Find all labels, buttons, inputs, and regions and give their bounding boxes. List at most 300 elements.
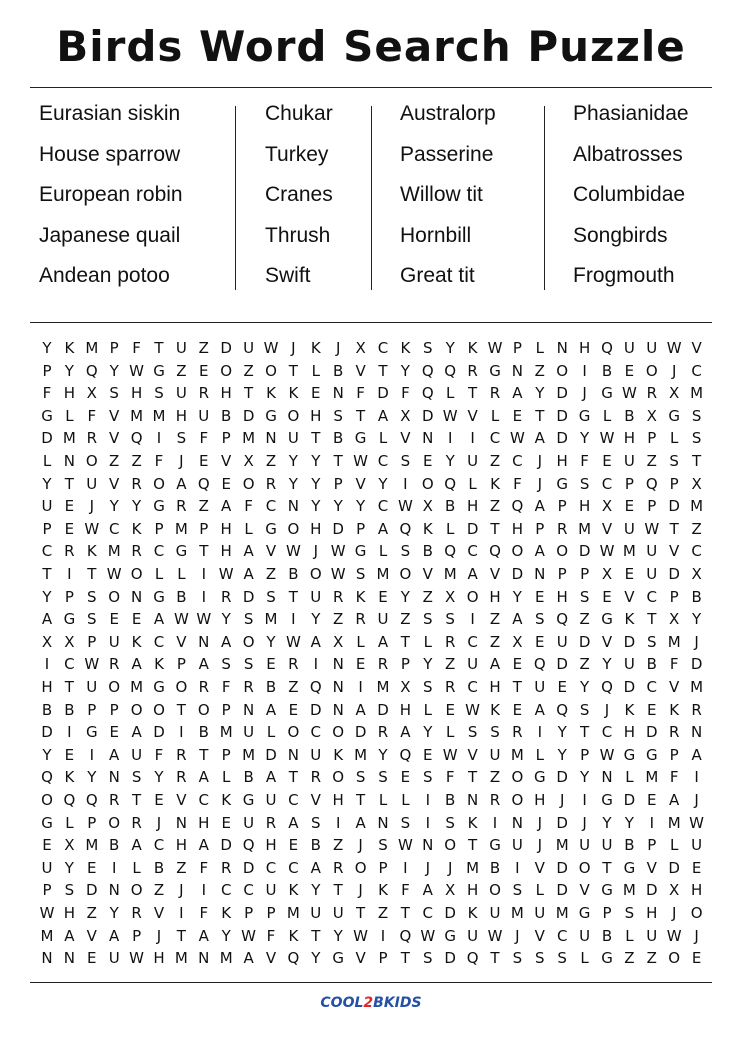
- grid-letter[interactable]: E: [42, 836, 52, 855]
- grid-letter[interactable]: N: [466, 791, 479, 809]
- grid-letter[interactable]: G: [578, 904, 591, 922]
- grid-letter[interactable]: R: [556, 519, 568, 538]
- grid-letter[interactable]: W: [599, 542, 615, 561]
- grid-letter[interactable]: U: [646, 926, 658, 945]
- grid-letter[interactable]: D: [646, 881, 658, 900]
- grid-letter[interactable]: E: [423, 745, 433, 764]
- grid-letter[interactable]: Q: [556, 700, 569, 719]
- grid-letter[interactable]: Q: [444, 474, 457, 493]
- grid-letter[interactable]: Z: [265, 565, 277, 583]
- grid-letter[interactable]: K: [490, 700, 500, 719]
- grid-letter[interactable]: P: [602, 904, 612, 922]
- grid-letter[interactable]: B: [601, 926, 613, 945]
- grid-letter[interactable]: S: [333, 406, 343, 425]
- grid-letter[interactable]: G: [153, 678, 165, 696]
- grid-letter[interactable]: J: [537, 474, 543, 493]
- grid-letter[interactable]: J: [671, 361, 677, 380]
- grid-letter[interactable]: P: [535, 519, 545, 538]
- grid-letter[interactable]: G: [489, 361, 501, 380]
- grid-letter[interactable]: E: [109, 723, 119, 742]
- grid-letter[interactable]: L: [670, 836, 679, 855]
- grid-letter[interactable]: L: [311, 361, 320, 380]
- grid-letter[interactable]: C: [310, 723, 322, 742]
- grid-letter[interactable]: Y: [311, 474, 321, 493]
- grid-letter[interactable]: N: [198, 632, 210, 651]
- grid-letter[interactable]: H: [220, 542, 232, 561]
- grid-letter[interactable]: P: [42, 519, 52, 538]
- grid-letter[interactable]: D: [86, 881, 98, 900]
- grid-letter[interactable]: C: [601, 474, 613, 493]
- grid-letter[interactable]: T: [288, 587, 298, 606]
- grid-letter[interactable]: T: [400, 904, 410, 922]
- grid-letter[interactable]: Q: [444, 361, 457, 380]
- grid-letter[interactable]: J: [313, 542, 319, 561]
- grid-letter[interactable]: E: [624, 361, 635, 380]
- grid-letter[interactable]: H: [265, 836, 277, 855]
- grid-letter[interactable]: U: [332, 904, 344, 922]
- grid-letter[interactable]: I: [380, 926, 386, 945]
- grid-letter[interactable]: A: [265, 700, 277, 719]
- grid-letter[interactable]: O: [130, 565, 143, 583]
- grid-letter[interactable]: J: [582, 813, 587, 832]
- grid-letter[interactable]: I: [694, 768, 699, 787]
- grid-letter[interactable]: I: [425, 813, 431, 832]
- grid-letter[interactable]: O: [287, 723, 300, 742]
- grid-letter[interactable]: W: [666, 339, 682, 357]
- grid-letter[interactable]: P: [557, 497, 567, 516]
- grid-letter[interactable]: N: [242, 700, 255, 719]
- grid-letter[interactable]: A: [310, 632, 321, 651]
- grid-letter[interactable]: P: [378, 949, 388, 968]
- grid-letter[interactable]: Q: [242, 836, 255, 855]
- grid-letter[interactable]: O: [556, 542, 569, 561]
- grid-letter[interactable]: Z: [646, 452, 657, 470]
- grid-letter[interactable]: R: [310, 768, 322, 787]
- grid-letter[interactable]: Y: [580, 768, 590, 787]
- grid-letter[interactable]: H: [153, 949, 165, 968]
- grid-letter[interactable]: G: [332, 949, 344, 968]
- grid-letter[interactable]: I: [201, 881, 207, 900]
- grid-letter[interactable]: S: [624, 904, 635, 922]
- grid-letter[interactable]: L: [177, 565, 186, 583]
- grid-letter[interactable]: Z: [198, 497, 209, 516]
- grid-letter[interactable]: W: [442, 745, 458, 764]
- grid-letter[interactable]: Q: [130, 429, 143, 448]
- grid-letter[interactable]: Y: [288, 474, 298, 493]
- grid-letter[interactable]: T: [468, 384, 478, 403]
- grid-letter[interactable]: L: [535, 745, 544, 764]
- grid-letter[interactable]: O: [668, 949, 681, 968]
- grid-letter[interactable]: U: [489, 904, 501, 922]
- grid-letter[interactable]: L: [535, 339, 544, 357]
- grid-letter[interactable]: O: [287, 519, 300, 538]
- grid-letter[interactable]: W: [599, 745, 615, 764]
- grid-letter[interactable]: H: [220, 384, 232, 403]
- grid-letter[interactable]: D: [41, 723, 53, 742]
- grid-letter[interactable]: T: [244, 384, 254, 403]
- grid-letter[interactable]: T: [87, 565, 97, 583]
- grid-letter[interactable]: I: [492, 813, 498, 832]
- grid-letter[interactable]: Z: [131, 452, 142, 470]
- grid-letter[interactable]: C: [64, 655, 75, 674]
- grid-letter[interactable]: V: [355, 949, 366, 968]
- grid-letter[interactable]: P: [669, 587, 679, 606]
- grid-letter[interactable]: U: [243, 723, 255, 742]
- grid-letter[interactable]: I: [111, 858, 117, 877]
- grid-letter[interactable]: D: [556, 384, 568, 403]
- grid-letter[interactable]: F: [154, 745, 164, 764]
- grid-letter[interactable]: B: [221, 406, 232, 425]
- grid-letter[interactable]: M: [62, 429, 76, 448]
- grid-letter[interactable]: D: [556, 813, 568, 832]
- grid-letter[interactable]: W: [84, 519, 100, 538]
- grid-letter[interactable]: T: [535, 406, 545, 425]
- grid-letter[interactable]: Q: [533, 655, 546, 674]
- grid-letter[interactable]: R: [489, 384, 501, 403]
- grid-letter[interactable]: W: [218, 565, 234, 583]
- grid-letter[interactable]: X: [646, 406, 657, 425]
- grid-letter[interactable]: I: [335, 813, 341, 832]
- grid-letter[interactable]: C: [265, 858, 277, 877]
- grid-letter[interactable]: P: [400, 655, 410, 674]
- grid-letter[interactable]: Y: [602, 813, 612, 832]
- grid-letter[interactable]: B: [624, 406, 635, 425]
- grid-letter[interactable]: E: [64, 745, 75, 764]
- grid-letter[interactable]: J: [358, 881, 363, 900]
- grid-letter[interactable]: U: [377, 610, 389, 629]
- grid-letter[interactable]: G: [153, 361, 165, 380]
- grid-letter[interactable]: D: [332, 519, 344, 538]
- grid-letter[interactable]: E: [535, 632, 545, 651]
- grid-letter[interactable]: W: [442, 406, 458, 425]
- grid-letter[interactable]: P: [221, 429, 231, 448]
- grid-letter[interactable]: X: [669, 384, 680, 403]
- grid-letter[interactable]: S: [423, 768, 433, 787]
- grid-letter[interactable]: V: [153, 904, 165, 922]
- grid-letter[interactable]: B: [176, 587, 187, 606]
- grid-letter[interactable]: G: [153, 587, 165, 606]
- grid-letter[interactable]: H: [578, 339, 591, 357]
- grid-letter[interactable]: V: [176, 632, 187, 651]
- grid-letter[interactable]: G: [265, 519, 277, 538]
- grid-letter[interactable]: Z: [265, 452, 277, 470]
- grid-letter[interactable]: A: [243, 542, 254, 561]
- grid-letter[interactable]: O: [354, 858, 367, 877]
- grid-letter[interactable]: Y: [356, 497, 366, 516]
- grid-letter[interactable]: P: [87, 632, 97, 651]
- grid-letter[interactable]: J: [89, 497, 95, 516]
- grid-letter[interactable]: V: [109, 406, 120, 425]
- grid-letter[interactable]: B: [265, 678, 277, 696]
- grid-letter[interactable]: A: [489, 655, 501, 674]
- grid-letter[interactable]: N: [422, 836, 434, 855]
- grid-letter[interactable]: K: [221, 904, 232, 922]
- grid-letter[interactable]: Q: [399, 519, 412, 538]
- grid-letter[interactable]: K: [400, 339, 411, 357]
- grid-letter[interactable]: U: [41, 858, 53, 877]
- grid-letter[interactable]: U: [86, 474, 98, 493]
- grid-letter[interactable]: S: [243, 610, 254, 629]
- grid-letter[interactable]: S: [378, 836, 388, 855]
- grid-letter[interactable]: Y: [288, 452, 298, 470]
- grid-letter[interactable]: K: [310, 339, 321, 357]
- grid-letter[interactable]: R: [131, 542, 142, 561]
- grid-letter[interactable]: A: [153, 610, 165, 629]
- grid-letter[interactable]: P: [669, 474, 679, 493]
- grid-letter[interactable]: S: [311, 813, 321, 832]
- grid-letter[interactable]: O: [41, 791, 53, 809]
- grid-letter[interactable]: B: [198, 723, 209, 742]
- grid-letter[interactable]: U: [86, 678, 98, 696]
- grid-letter[interactable]: Z: [534, 361, 545, 380]
- grid-letter[interactable]: N: [108, 881, 120, 900]
- grid-letter[interactable]: N: [265, 429, 277, 448]
- grid-letter[interactable]: S: [400, 813, 411, 832]
- grid-letter[interactable]: Q: [421, 384, 434, 403]
- grid-letter[interactable]: V: [109, 429, 120, 448]
- grid-letter[interactable]: D: [153, 723, 165, 742]
- grid-letter[interactable]: T: [199, 745, 209, 764]
- grid-letter[interactable]: Y: [692, 610, 702, 629]
- grid-letter[interactable]: S: [176, 429, 187, 448]
- grid-letter[interactable]: P: [244, 904, 254, 922]
- grid-letter[interactable]: S: [557, 949, 567, 968]
- grid-letter[interactable]: W: [330, 565, 346, 583]
- grid-letter[interactable]: K: [624, 610, 635, 629]
- grid-letter[interactable]: A: [377, 519, 389, 538]
- grid-letter[interactable]: S: [535, 610, 545, 629]
- grid-letter[interactable]: I: [582, 791, 587, 809]
- grid-letter[interactable]: H: [175, 836, 188, 855]
- grid-letter[interactable]: W: [599, 429, 615, 448]
- grid-letter[interactable]: Q: [85, 361, 98, 380]
- grid-letter[interactable]: B: [153, 858, 165, 877]
- grid-letter[interactable]: C: [153, 542, 165, 561]
- grid-letter[interactable]: M: [376, 678, 390, 696]
- grid-letter[interactable]: W: [689, 813, 705, 832]
- grid-letter[interactable]: J: [694, 926, 699, 945]
- grid-letter[interactable]: S: [154, 384, 164, 403]
- grid-letter[interactable]: H: [198, 813, 210, 832]
- grid-letter[interactable]: D: [623, 632, 636, 651]
- grid-letter[interactable]: W: [666, 926, 682, 945]
- grid-letter[interactable]: N: [690, 723, 703, 742]
- grid-letter[interactable]: X: [400, 406, 411, 425]
- grid-letter[interactable]: K: [288, 881, 299, 900]
- grid-letter[interactable]: H: [332, 791, 344, 809]
- grid-letter[interactable]: E: [691, 858, 702, 877]
- grid-letter[interactable]: F: [42, 384, 52, 403]
- grid-letter[interactable]: E: [445, 700, 455, 719]
- grid-letter[interactable]: N: [422, 429, 434, 448]
- grid-letter[interactable]: Z: [579, 610, 590, 629]
- grid-letter[interactable]: A: [243, 565, 254, 583]
- grid-letter[interactable]: L: [42, 452, 52, 470]
- grid-letter[interactable]: P: [647, 836, 657, 855]
- grid-letter[interactable]: K: [86, 542, 97, 561]
- grid-letter[interactable]: I: [291, 610, 296, 629]
- grid-letter[interactable]: G: [601, 610, 613, 629]
- grid-letter[interactable]: X: [691, 565, 702, 583]
- grid-letter[interactable]: C: [153, 836, 165, 855]
- grid-letter[interactable]: Z: [176, 858, 187, 877]
- grid-letter[interactable]: H: [511, 519, 524, 538]
- grid-letter[interactable]: I: [179, 904, 184, 922]
- grid-letter[interactable]: G: [645, 745, 658, 764]
- grid-letter[interactable]: A: [310, 858, 321, 877]
- grid-letter[interactable]: T: [176, 926, 186, 945]
- grid-letter[interactable]: Y: [311, 881, 321, 900]
- grid-letter[interactable]: Z: [646, 949, 657, 968]
- grid-letter[interactable]: M: [354, 745, 368, 764]
- grid-letter[interactable]: T: [512, 678, 522, 696]
- grid-letter[interactable]: W: [129, 949, 145, 968]
- grid-letter[interactable]: Z: [288, 678, 299, 696]
- grid-letter[interactable]: W: [39, 904, 55, 922]
- grid-letter[interactable]: A: [265, 768, 277, 787]
- grid-letter[interactable]: A: [669, 791, 680, 809]
- grid-letter[interactable]: Y: [311, 497, 321, 516]
- grid-letter[interactable]: Y: [109, 904, 119, 922]
- grid-letter[interactable]: L: [65, 813, 74, 832]
- grid-letter[interactable]: L: [423, 632, 432, 651]
- grid-letter[interactable]: X: [422, 497, 433, 516]
- grid-letter[interactable]: N: [175, 813, 187, 832]
- grid-letter[interactable]: L: [378, 429, 388, 448]
- grid-letter[interactable]: H: [623, 723, 636, 742]
- grid-letter[interactable]: E: [647, 700, 657, 719]
- grid-letter[interactable]: O: [421, 474, 434, 493]
- grid-letter[interactable]: R: [176, 768, 187, 787]
- grid-letter[interactable]: D: [578, 542, 591, 561]
- grid-letter[interactable]: Z: [333, 836, 344, 855]
- grid-letter[interactable]: N: [130, 587, 143, 606]
- grid-letter[interactable]: S: [266, 587, 276, 606]
- grid-letter[interactable]: Z: [489, 497, 501, 516]
- grid-letter[interactable]: S: [87, 610, 97, 629]
- grid-letter[interactable]: W: [420, 926, 436, 945]
- grid-letter[interactable]: D: [41, 429, 53, 448]
- grid-letter[interactable]: D: [511, 565, 524, 583]
- grid-letter[interactable]: O: [444, 836, 457, 855]
- grid-letter[interactable]: T: [132, 791, 142, 809]
- grid-letter[interactable]: S: [378, 768, 388, 787]
- grid-letter[interactable]: T: [378, 361, 388, 380]
- grid-letter[interactable]: A: [512, 610, 523, 629]
- grid-letter[interactable]: T: [311, 926, 321, 945]
- grid-letter[interactable]: L: [356, 632, 365, 651]
- grid-letter[interactable]: D: [242, 858, 255, 877]
- grid-letter[interactable]: D: [623, 791, 636, 809]
- grid-letter[interactable]: J: [156, 813, 162, 832]
- grid-letter[interactable]: J: [671, 904, 677, 922]
- grid-letter[interactable]: S: [423, 949, 433, 968]
- grid-letter[interactable]: R: [332, 587, 344, 606]
- grid-letter[interactable]: W: [330, 542, 346, 561]
- grid-letter[interactable]: C: [646, 587, 658, 606]
- grid-letter[interactable]: K: [131, 632, 142, 651]
- grid-letter[interactable]: D: [690, 655, 703, 674]
- grid-letter[interactable]: I: [515, 858, 520, 877]
- grid-letter[interactable]: V: [669, 678, 680, 696]
- grid-letter[interactable]: Y: [64, 361, 74, 380]
- grid-letter[interactable]: P: [333, 474, 343, 493]
- grid-letter[interactable]: Q: [601, 678, 613, 696]
- grid-letter[interactable]: H: [556, 587, 568, 606]
- grid-letter[interactable]: T: [288, 361, 298, 380]
- grid-letter[interactable]: I: [470, 610, 475, 629]
- grid-letter[interactable]: B: [64, 700, 75, 719]
- grid-letter[interactable]: Y: [602, 655, 612, 674]
- grid-letter[interactable]: Z: [400, 610, 411, 629]
- grid-letter[interactable]: V: [601, 632, 613, 651]
- grid-letter[interactable]: V: [601, 519, 613, 538]
- grid-letter[interactable]: I: [156, 429, 162, 448]
- grid-letter[interactable]: C: [691, 542, 702, 561]
- grid-letter[interactable]: C: [467, 542, 478, 561]
- grid-letter[interactable]: R: [108, 655, 120, 674]
- grid-letter[interactable]: N: [332, 384, 344, 403]
- grid-letter[interactable]: P: [87, 813, 97, 832]
- grid-letter[interactable]: C: [489, 429, 501, 448]
- grid-letter[interactable]: T: [154, 339, 164, 357]
- grid-letter[interactable]: Q: [63, 791, 76, 809]
- grid-letter[interactable]: R: [198, 384, 210, 403]
- grid-letter[interactable]: J: [179, 452, 184, 470]
- grid-letter[interactable]: U: [243, 813, 255, 832]
- grid-letter[interactable]: E: [378, 587, 388, 606]
- grid-letter[interactable]: M: [466, 858, 480, 877]
- grid-letter[interactable]: E: [423, 452, 433, 470]
- grid-letter[interactable]: E: [199, 361, 209, 380]
- grid-letter[interactable]: G: [601, 384, 613, 403]
- grid-letter[interactable]: V: [86, 926, 97, 945]
- grid-letter[interactable]: L: [154, 565, 164, 583]
- grid-letter[interactable]: G: [242, 791, 255, 809]
- grid-letter[interactable]: H: [690, 881, 703, 900]
- grid-letter[interactable]: R: [220, 587, 232, 606]
- grid-letter[interactable]: O: [511, 791, 524, 809]
- grid-letter[interactable]: Q: [85, 791, 98, 809]
- grid-letter[interactable]: H: [63, 384, 76, 403]
- grid-letter[interactable]: T: [356, 904, 366, 922]
- grid-letter[interactable]: Y: [64, 858, 74, 877]
- grid-letter[interactable]: E: [87, 949, 97, 968]
- grid-letter[interactable]: V: [646, 858, 657, 877]
- grid-letter[interactable]: W: [353, 926, 369, 945]
- grid-letter[interactable]: T: [400, 632, 410, 651]
- grid-letter[interactable]: W: [285, 542, 301, 561]
- grid-letter[interactable]: X: [333, 632, 344, 651]
- grid-letter[interactable]: T: [311, 429, 321, 448]
- grid-letter[interactable]: Y: [445, 339, 455, 357]
- grid-letter[interactable]: U: [243, 339, 255, 357]
- grid-letter[interactable]: X: [445, 587, 456, 606]
- grid-letter[interactable]: G: [41, 813, 53, 832]
- grid-letter[interactable]: K: [154, 655, 164, 674]
- grid-letter[interactable]: A: [534, 429, 545, 448]
- grid-letter[interactable]: C: [220, 881, 232, 900]
- grid-letter[interactable]: C: [377, 452, 389, 470]
- grid-letter[interactable]: O: [690, 904, 703, 922]
- grid-letter[interactable]: I: [201, 565, 207, 583]
- grid-letter[interactable]: V: [355, 474, 366, 493]
- grid-letter[interactable]: J: [694, 791, 699, 809]
- grid-letter[interactable]: O: [332, 723, 345, 742]
- grid-letter[interactable]: F: [401, 881, 410, 900]
- grid-letter[interactable]: Y: [154, 768, 164, 787]
- grid-letter[interactable]: J: [447, 858, 453, 877]
